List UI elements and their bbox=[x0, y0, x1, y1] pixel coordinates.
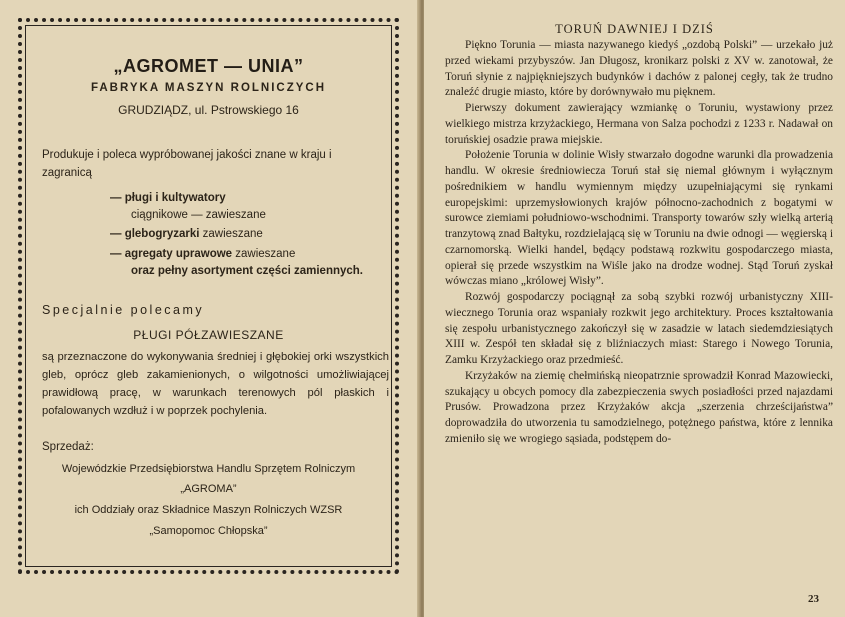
product-item-aggregates bbox=[110, 246, 295, 263]
product-item-rest: ciągnikowe — zawieszane bbox=[131, 209, 266, 221]
special-heading: Specjalnie polecamy bbox=[42, 303, 205, 317]
sales-label: Sprzedaż: bbox=[42, 441, 94, 453]
product-item-tractor bbox=[131, 207, 266, 224]
page-number: 23 bbox=[808, 593, 819, 605]
company-subtitle: FABRYKA MASZYN ROLNICZYCH bbox=[90, 82, 327, 94]
product-item-spare-parts bbox=[131, 263, 363, 280]
company-name: „AGROMET — UNIA” bbox=[113, 56, 304, 76]
paragraph: Rozwój gospodarczy pociągnął za sobą szybki rozwój urbanistyczny XIII-wiecznego Torunia oraz wspaniały rozkwit jego architektury. Proces kształtowania się zespołu urbanistycznego zakończył się w zasadzie w latach siedemdziesiątych XIII w. Zespół ten składał się z bliźniaczych miast: Starego i Nowego Torunia, Zamku Krzyżackiego oraz przedmieść. bbox=[445, 291, 833, 366]
article-body bbox=[445, 38, 833, 448]
product-item-bold: oraz pełny asortyment części zamiennych. bbox=[131, 265, 364, 277]
product-item-bold: — agregaty uprawowe bbox=[110, 248, 233, 260]
paragraph: Piękno Torunia — miasta nazywanego kiedyś „ozdobą Polski” — urzekało już przed wiekami przybyszów. Jan Długosz, kronikarz polski z XV w. zanotował, że Toruń słynie z najpiękniejszych budynków i dachów z palonej cegły, tak że trudno znaleźć drugie miasto, które by dorównywało mu pięknem. bbox=[445, 39, 833, 99]
product-item-rotary-tillers bbox=[110, 226, 263, 243]
product-item-rest: zawieszane bbox=[232, 248, 296, 260]
product-item-bold: — glebogryzarki bbox=[110, 228, 200, 240]
company-address: GRUDZIĄDZ, ul. Pstrowskiego 16 bbox=[118, 103, 299, 117]
sales-line: Wojewódzkie Przedsiębiorstwa Handlu Sprzętem Rolniczym bbox=[61, 463, 356, 475]
product-item-rest: zawieszane bbox=[199, 228, 263, 240]
ad-intro: Produkuje i poleca wypróbowanej jakości znane w kraju i zagranicą bbox=[42, 149, 332, 179]
sales-line: „AGROMA” bbox=[180, 483, 237, 495]
sales-line: ich Oddziały oraz Składnice Maszyn Rolniczych WZSR bbox=[74, 504, 343, 516]
paragraph: Pierwszy dokument zawierający wzmiankę o Toruniu, wystawiony przez wielkiego mistrza krzyżackiego, Hermana von Salza pochodzi z 1233 r. Nadawał on toruńskiej osadzie prawa miejskie. bbox=[445, 102, 833, 146]
advertisement-frame bbox=[18, 18, 399, 574]
left-page bbox=[0, 0, 420, 617]
product-item-bold: — pługi i kultywatory bbox=[110, 192, 226, 204]
paragraph: Krzyżaków na ziemię chełmińską nieopatrznie sprowadził Konrad Mazowiecki, szukający u obcych pomocy dla zabezpieczenia swych posiadłości przed najazdami Prusów. Prowadzona przez Krzyżaków akcja „szerzenia chrześcijaństwa” doprowadziła do utworzenia tu samodzielnego, potężnego państwa, które z lennika zmieniło się we wrogiego sąsiada, podstępem do- bbox=[445, 369, 833, 445]
paragraph: Położenie Torunia w dolinie Wisły stwarzało dogodne warunki dla prowadzenia handlu. W okresie średniowiecza Toruń stał się niemal głównym i wyłącznym pośrednikiem w handlu wymiennym między uzupełniającymi się rynkami europejskimi: uprzemysłowionych krajów północno-zachodnich z bogatymi w surowce ziemiami południowo-wschodnimi. Transporty towarów szły wielką arterią tranzytową znad Bałtyku, rozdzielającą się w Toruniu na dwie odnogi — węgierską i czarnomorską. Wielki handel, będący podstawą rozkwitu gospodarczego miasta, opierał się przede wszystkim na Wiśle jako na drodze wodnej. Stąd Toruń zyskał wówczas miano „królowej Wisły”. bbox=[445, 149, 833, 288]
right-page bbox=[424, 0, 845, 617]
product-description: są przeznaczone do wykonywania średniej i głębokiej orki wszystkich gleb, oprócz gleb zakamienionych, o wilgotności umożliwiającej prawidłową pracę, w warunkach terenowych pól płaskich i pofalowanych wzdłuż i w poprzek pochylenia. bbox=[42, 351, 389, 417]
sales-line: „Samopomoc Chłopska” bbox=[149, 525, 268, 537]
running-header: TORUŃ DAWNIEJ I DZIŚ bbox=[555, 22, 714, 36]
featured-product: PŁUGI PÓŁZAWIESZANE bbox=[133, 328, 284, 342]
advertisement bbox=[32, 32, 389, 560]
product-item-ploughs bbox=[110, 190, 226, 207]
